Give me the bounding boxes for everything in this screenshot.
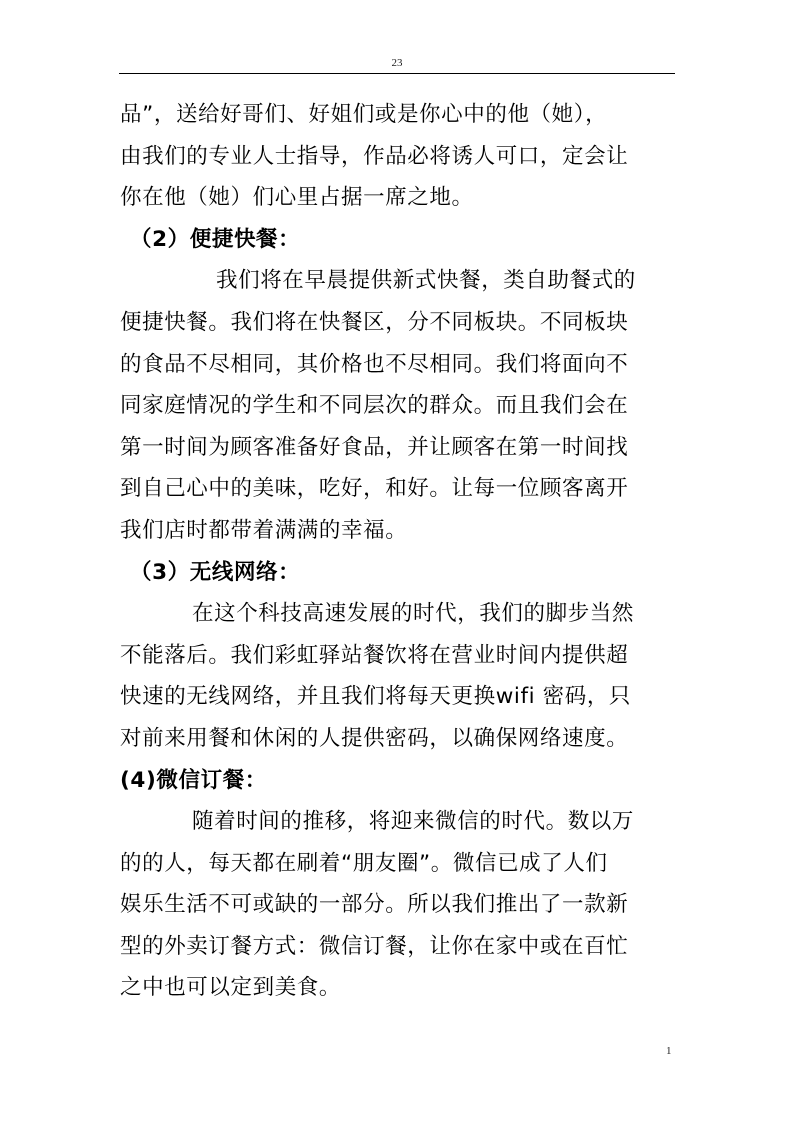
body-line: 不能落后。我们彩虹驿站餐饮将在营业时间内提供超: [120, 642, 629, 668]
section-heading-convenient-fast-food: （2）便捷快餐：: [130, 226, 301, 252]
body-line: 在这个科技高速发展的时代，我们的脚步当然: [192, 601, 635, 627]
body-line: 你在他（她）们心里占据一席之地。: [120, 185, 474, 211]
section-heading-wechat-ordering: (4)微信订餐：: [120, 767, 267, 793]
body-line: 第一时间为顾客准备好食品，并让顾客在第一时间找: [120, 434, 629, 460]
header-page-label: 23: [391, 57, 403, 69]
footer-page-number: 1: [666, 1045, 672, 1057]
body-line: 的的人，每天都在刷着“朋友圈”。微信已成了人们: [120, 850, 608, 876]
body-line: 我们将在早晨提供新式快餐，类自助餐式的: [216, 268, 636, 294]
body-line: 的食品不尽相同，其价格也不尽相同。我们将面向不: [120, 351, 629, 377]
body-line: 由我们的专业人士指导，作品必将诱人可口，定会让: [120, 143, 629, 169]
body-line: 娱乐生活不可或缺的一部分。所以我们推出了一款新: [120, 892, 629, 918]
header-divider: [119, 73, 675, 74]
body-line: 之中也可以定到美食。: [120, 975, 342, 1001]
section-heading-wireless-network: （3）无线网络：: [130, 559, 301, 585]
body-line: 型的外卖订餐方式：微信订餐，让你在家中或在百忙: [120, 933, 629, 959]
document-body: [120, 94, 676, 1009]
body-line: 对前来用餐和休闲的人提供密码，以确保网络速度。: [120, 725, 629, 751]
body-line: 快速的无线网络，并且我们将每天更换wifi 密码，只: [120, 684, 632, 710]
body-line: 随着时间的推移，将迎来微信的时代。数以万: [192, 809, 635, 835]
body-line: 同家庭情况的学生和不同层次的群众。而且我们会在: [120, 393, 629, 419]
body-line: 到自己心中的美味，吃好，和好。让每一位顾客离开: [120, 476, 629, 502]
body-line: 我们店时都带着满满的幸福。: [120, 517, 408, 543]
body-line: 便捷快餐。我们将在快餐区，分不同板块。不同板块: [120, 309, 629, 335]
body-line: 品”，送给好哥们、好姐们或是你心中的他（她），: [120, 102, 608, 127]
